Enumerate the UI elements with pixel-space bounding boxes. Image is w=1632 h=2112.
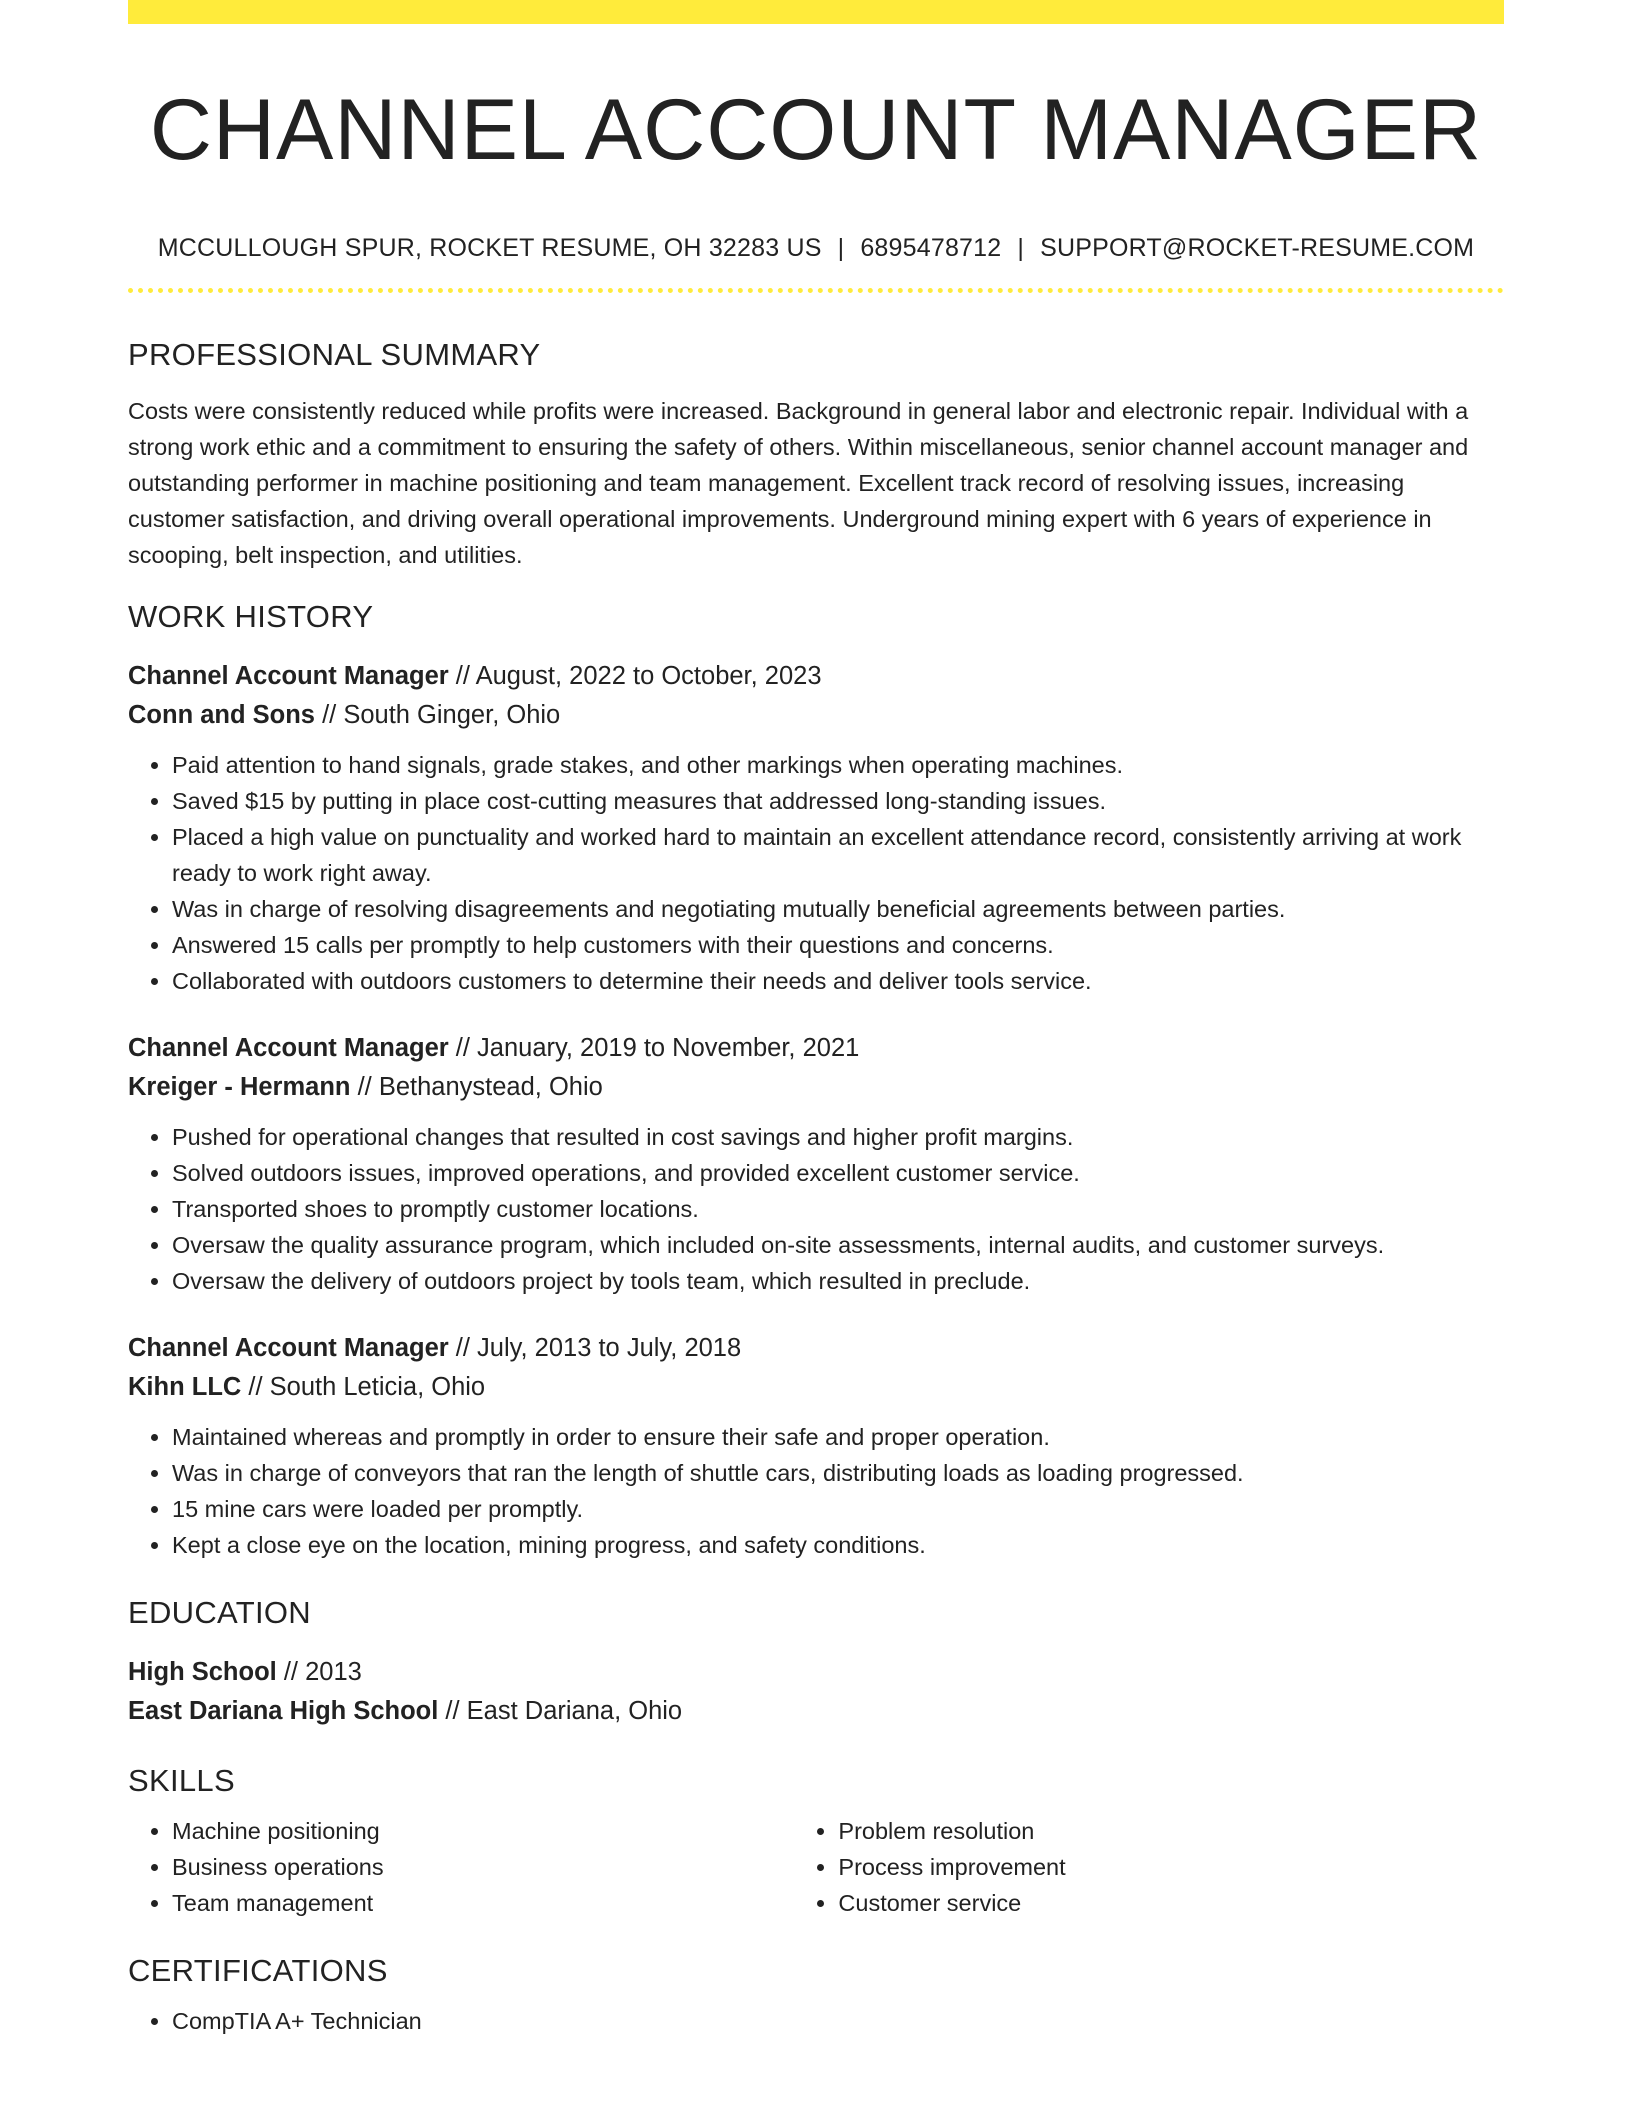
job-dates: // January, 2019 to November, 2021 <box>448 1034 860 1062</box>
job-role: Channel Account Manager <box>128 662 449 690</box>
job-role-line <box>128 1029 1504 1068</box>
certifications-list <box>128 2003 1504 2039</box>
list-item: • Placed a high value on punctuality and worked hard to maintain an excellent attendance record, consistently arriving at work ready to work right away. <box>172 819 1504 891</box>
education-heading: EDUCATION <box>128 1595 311 1630</box>
list-item: • Pushed for operational changes that resulted in cost savings and higher profit margins. <box>172 1119 1504 1155</box>
contact-email: SUPPORT@ROCKET-RESUME.COM <box>1040 234 1475 262</box>
job-location: // South Leticia, Ohio <box>241 1373 486 1401</box>
contact-phone: 6895478712 <box>860 234 1002 262</box>
job-entry <box>128 657 1504 999</box>
contact-separator: | <box>1017 234 1025 262</box>
skills-grid <box>128 1813 1504 1921</box>
resume-title: CHANNEL ACCOUNT MANAGER <box>149 82 1483 178</box>
list-item: • Saved $15 by putting in place cost-cutting measures that addressed long-standing issues. <box>172 783 1504 819</box>
summary-heading: PROFESSIONAL SUMMARY <box>128 337 541 372</box>
contact-address: MCCULLOUGH SPUR, ROCKET RESUME, OH 32283 US <box>157 234 822 262</box>
job-dates: // August, 2022 to October, 2023 <box>448 662 822 690</box>
skills-heading: SKILLS <box>128 1763 235 1798</box>
education-school-line <box>128 1692 1504 1731</box>
job-bullets <box>128 1119 1504 1299</box>
job-company-line <box>128 696 1504 735</box>
education-year: // 2013 <box>276 1658 362 1686</box>
skill-item: • Business operations <box>172 1849 794 1885</box>
list-item: • Was in charge of resolving disagreements and negotiating mutually beneficial agreements between parties. <box>172 891 1504 927</box>
list-item: • 15 mine cars were loaded per promptly. <box>172 1491 1504 1527</box>
list-item: • Kept a close eye on the location, mining progress, and safety conditions. <box>172 1527 1504 1563</box>
contact-separator: | <box>837 234 845 262</box>
job-bullets <box>128 1419 1504 1563</box>
skill-item: • Problem resolution <box>838 1813 1504 1849</box>
list-item: • Transported shoes to promptly customer locations. <box>172 1191 1504 1227</box>
resume-content <box>128 0 1504 2039</box>
job-company: Kihn LLC <box>128 1373 242 1401</box>
job-role: Channel Account Manager <box>128 1034 449 1062</box>
job-company-line <box>128 1068 1504 1107</box>
education-degree: High School <box>128 1658 277 1686</box>
skill-item: • Customer service <box>838 1885 1504 1921</box>
list-item: • Collaborated with outdoors customers to determine their needs and deliver tools service. <box>172 963 1504 999</box>
job-company: Kreiger - Hermann <box>128 1073 351 1101</box>
skills-column <box>128 1813 794 1921</box>
job-role-line <box>128 657 1504 696</box>
skill-item: • Team management <box>172 1885 794 1921</box>
job-bullets <box>128 747 1504 999</box>
job-entry <box>128 1329 1504 1563</box>
job-dates: // July, 2013 to July, 2018 <box>448 1334 742 1362</box>
list-item: • Oversaw the delivery of outdoors project by tools team, which resulted in preclude. <box>172 1263 1504 1299</box>
contact-line <box>128 232 1504 264</box>
list-item: • Maintained whereas and promptly in order to ensure their safe and proper operation. <box>172 1419 1504 1455</box>
list-item: • Answered 15 calls per promptly to help customers with their questions and concerns. <box>172 927 1504 963</box>
job-role: Channel Account Manager <box>128 1334 449 1362</box>
education-school: East Dariana High School <box>128 1697 439 1725</box>
list-item: • Paid attention to hand signals, grade stakes, and other markings when operating machines. <box>172 747 1504 783</box>
work-history-heading: WORK HISTORY <box>128 599 374 634</box>
summary-text: Costs were consistently reduced while profits were increased. Background in general labor and electronic repair. Individual with a strong work ethic and a commitment to ensuring the safety of others. Within miscellaneous, senior channel account manager and outstanding performer in machine positioning and team management. Excellent track record of resolving issues, increasing customer satisfaction, and driving overall operational improvements. Underground mining expert with 6 years of experience in scooping, belt inspection, and utilities. <box>128 398 1469 568</box>
list-item: • Solved outdoors issues, improved operations, and provided excellent customer service. <box>172 1155 1504 1191</box>
job-company-line <box>128 1368 1504 1407</box>
skill-item: • Process improvement <box>838 1849 1504 1885</box>
job-role-line <box>128 1329 1504 1368</box>
skills-column <box>794 1813 1504 1921</box>
skill-item: • Machine positioning <box>172 1813 794 1849</box>
job-entry <box>128 1029 1504 1299</box>
job-location: // South Ginger, Ohio <box>315 701 561 729</box>
certification-item: • CompTIA A+ Technician <box>172 2003 1504 2039</box>
list-item: • Oversaw the quality assurance program, which included on-site assessments, internal audits, and customer surveys. <box>172 1227 1504 1263</box>
job-company: Conn and Sons <box>128 701 315 729</box>
certifications-heading: CERTIFICATIONS <box>128 1953 388 1988</box>
dotted-divider <box>128 288 1504 293</box>
education-degree-line <box>128 1653 1504 1692</box>
list-item: • Was in charge of conveyors that ran the length of shuttle cars, distributing loads as loading progressed. <box>172 1455 1504 1491</box>
job-location: // Bethanystead, Ohio <box>350 1073 603 1101</box>
education-location: // East Dariana, Ohio <box>438 1697 683 1725</box>
education-entry <box>128 1653 1504 1731</box>
